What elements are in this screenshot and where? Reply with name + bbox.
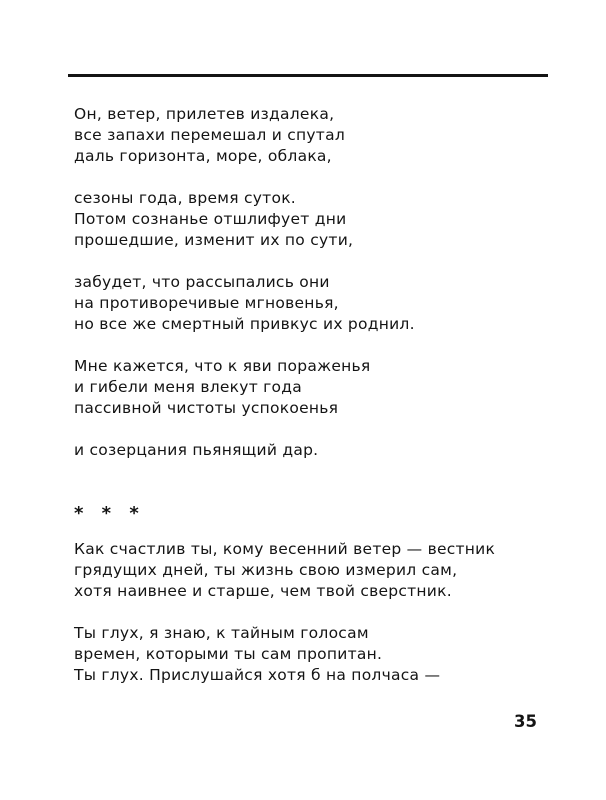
- top-rule: [68, 74, 548, 77]
- poem-1: [74, 104, 574, 461]
- stanza: [74, 272, 574, 335]
- poem-line: Ты глух. Прислушайся хотя б на полчаса —: [74, 666, 441, 684]
- poem-line: Ты глух, я знаю, к тайным голосам: [74, 624, 369, 642]
- page-number: 35: [514, 712, 537, 731]
- section-divider: * * *: [74, 503, 145, 524]
- poem-line: хотя наивнее и старше, чем твой сверстник.: [74, 582, 452, 600]
- poem-line: все запахи перемешал и спутал: [74, 126, 345, 144]
- poem-line: пассивной чистоты успокоенья: [74, 399, 339, 417]
- stanza: [74, 356, 574, 419]
- stanza: [74, 623, 574, 686]
- poem-line: даль горизонта, море, облака,: [74, 147, 332, 165]
- poem-line: Он, ветер, прилетев издалека,: [74, 105, 335, 123]
- stanza: [74, 104, 574, 167]
- poem-2: [74, 539, 574, 686]
- poem-line: прошедшие, изменит их по сути,: [74, 231, 354, 249]
- poem-line: и созерцания пьянящий дар.: [74, 441, 319, 459]
- stanza: [74, 188, 574, 251]
- poem-line: Мне кажется, что к яви пораженья: [74, 357, 371, 375]
- poem-line: на противоречивые мгновенья,: [74, 294, 339, 312]
- poem-line: сезоны года, время суток.: [74, 189, 296, 207]
- poem-line: Как счастлив ты, кому весенний ветер — вестник: [74, 540, 496, 558]
- poem-line: грядущих дней, ты жизнь свою измерил сам,: [74, 561, 458, 579]
- poem-line: забудет, что рассыпались они: [74, 273, 330, 291]
- poem-line: но все же смертный привкус их роднил.: [74, 315, 415, 333]
- stanza: [74, 440, 574, 461]
- poem-line: Потом сознанье отшлифует дни: [74, 210, 347, 228]
- poem-line: времен, которыми ты сам пропитан.: [74, 645, 383, 663]
- poem-line: и гибели меня влекут года: [74, 378, 302, 396]
- stanza: [74, 539, 574, 602]
